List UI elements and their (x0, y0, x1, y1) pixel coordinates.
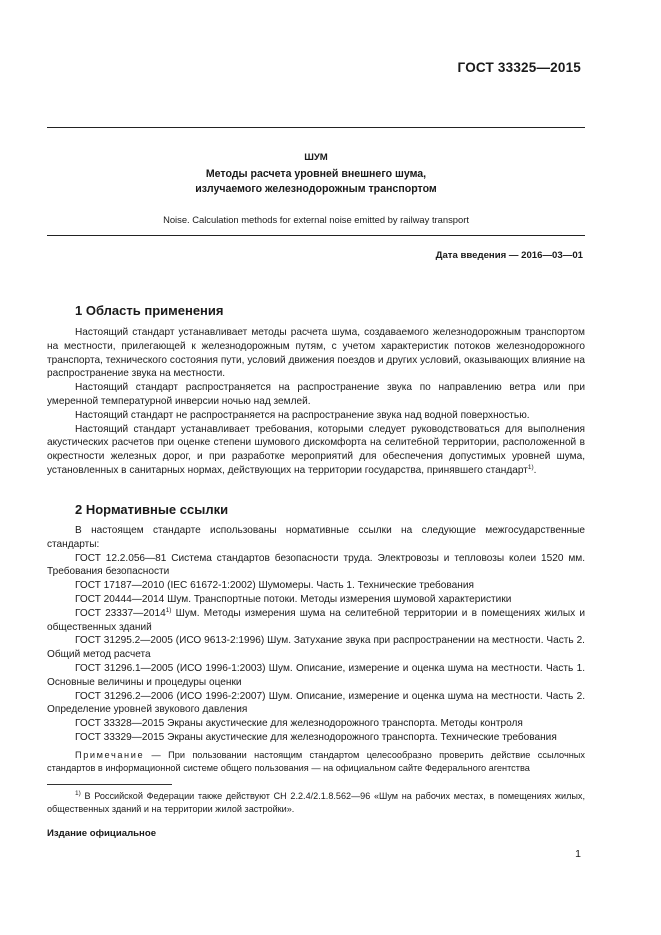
title-english: Noise. Calculation methods for external noise emitted by railway transport (163, 214, 469, 225)
official-edition-label: Издание официальное (47, 828, 157, 839)
footnote-marker: 1) (165, 606, 172, 614)
title-subject: ШУМ (304, 152, 328, 163)
footnote-text: В Российской Федерации также действуют СН 2.2.4/2.1.8.562—96 «Шум на рабочих местах, в помещениях жилых, общественных зданий и на территории жилой застройки». (47, 791, 585, 814)
banner-rule-top (47, 127, 585, 128)
normative-reference: ГОСТ 33328—2015 Экраны акустические для железнодорожного транспорта. Методы контроля (75, 718, 523, 730)
section-1-heading: 1 Область применения (75, 303, 224, 318)
reference-code: ГОСТ 23337—2014 (75, 607, 166, 619)
title-line-2: излучаемого железнодорожным транспортом (195, 183, 437, 195)
section-1-paragraph: Настоящий стандарт устанавливает требования, которыми следует руководствоваться для выполнения акустических расчетов при оценке степени шумового дискомфорта на селитебной территории, расположенной в окрестности железных дорог, и при разработке мероприятий для обеспечения допустимых уровней шума, установленных в санитарных нормах, действующих на территории государства, принявшего стандарт$^{1)}$. (47, 423, 585, 476)
normative-reference: ГОСТ 33329—2015 Экраны акустические для железнодорожного транспорта. Технические требования (75, 731, 557, 743)
normative-reference: ГОСТ 20444—2014 Шум. Транспортные потоки. Методы измерения шумовой характеристики (75, 593, 512, 605)
title-line-1: Методы расчета уровней внешнего шума, (205, 168, 427, 180)
note-label: Примечание (75, 750, 145, 760)
normative-reference: ГОСТ 17187—2010 (IEC 61672-1:2002) Шумомеры. Часть 1. Технические требования (75, 580, 474, 592)
section-2-note (47, 749, 585, 775)
page-number: 1 (575, 848, 581, 860)
introduction-date: Дата введения — 2016—03—01 (435, 250, 583, 261)
section-1-paragraph: Настоящий стандарт распространяется на распространение звука по направлению ветра или при умеренной температурной инверсии ночью над землей. (47, 382, 585, 407)
section-1-paragraph: Настоящий стандарт устанавливает методы расчета шума, создаваемого железнодорожным транспортом на местности, прилегающей к железнодорожным путям, с учетом характеристик потоков железнодорожного транспорта, технического состояния пути, условий движения поездов и других условий, оказывающих влияние на распространение звука на местности. (47, 327, 585, 380)
normative-reference: ГОСТ 31296.1—2005 (ИСО 1996-1:2003) Шум. Описание, измерение и оценка шума на местности. Часть 1. Основные величины и процедуры оценки (47, 662, 585, 688)
paragraph-text: Настоящий стандарт устанавливает требования, которыми следует руководствоваться для выполнения акустических расчетов при оценке степени шумового дискомфорта на селитебной территории, расположенной в окрестности железных дорог, и при разработке мероприятий для обеспечения допустимых уровней шума, установленных в санитарных нормах, действующих на территории государства, принявшего стандарт (47, 423, 585, 476)
section-2-heading: 2 Нормативные ссылки (75, 502, 229, 517)
section-1-body (47, 326, 585, 478)
normative-reference: ГОСТ 31295.2—2005 (ИСО 9613-2:1996) Шум. Затухание звука при распространении на местности. Часть 2. Общий метод расчета (47, 635, 585, 661)
title-rule (47, 235, 585, 236)
title-main (47, 167, 585, 197)
footnote-number: 1) (75, 790, 81, 797)
reference-title: Шум. Методы измерения шума на селитебной территории и в помещениях жилых и общественных зданий (47, 607, 585, 633)
normative-reference: ГОСТ 12.2.056—81 Система стандартов безопасности труда. Электровозы и тепловозы колеи 1520 мм. Требования безопасности (47, 552, 585, 578)
normative-reference (47, 607, 585, 635)
section-2-body (47, 524, 585, 745)
section-1-paragraph: Настоящий стандарт не распространяется на распространение звука над водной поверхностью. (75, 409, 530, 421)
footnote-separator (47, 784, 172, 785)
note-text: — При пользовании настоящим стандартом целесообразно проверить действие ссылочных стандартов в информационной системе общего пользования — на официальном сайте Федерального агентства (47, 750, 585, 773)
section-2-intro: В настоящем стандарте использованы нормативные ссылки на следующие межгосударственные стандарты: (47, 525, 585, 550)
footnote (47, 790, 585, 816)
document-code: ГОСТ 33325—2015 (457, 60, 581, 75)
normative-reference: ГОСТ 31296.2—2006 (ИСО 1996-2:2007) Шум. Описание, измерение и оценка шума на местности. Часть 2. Определение уровней звукового давления (47, 690, 585, 716)
footnote-marker: 1) (527, 463, 534, 471)
